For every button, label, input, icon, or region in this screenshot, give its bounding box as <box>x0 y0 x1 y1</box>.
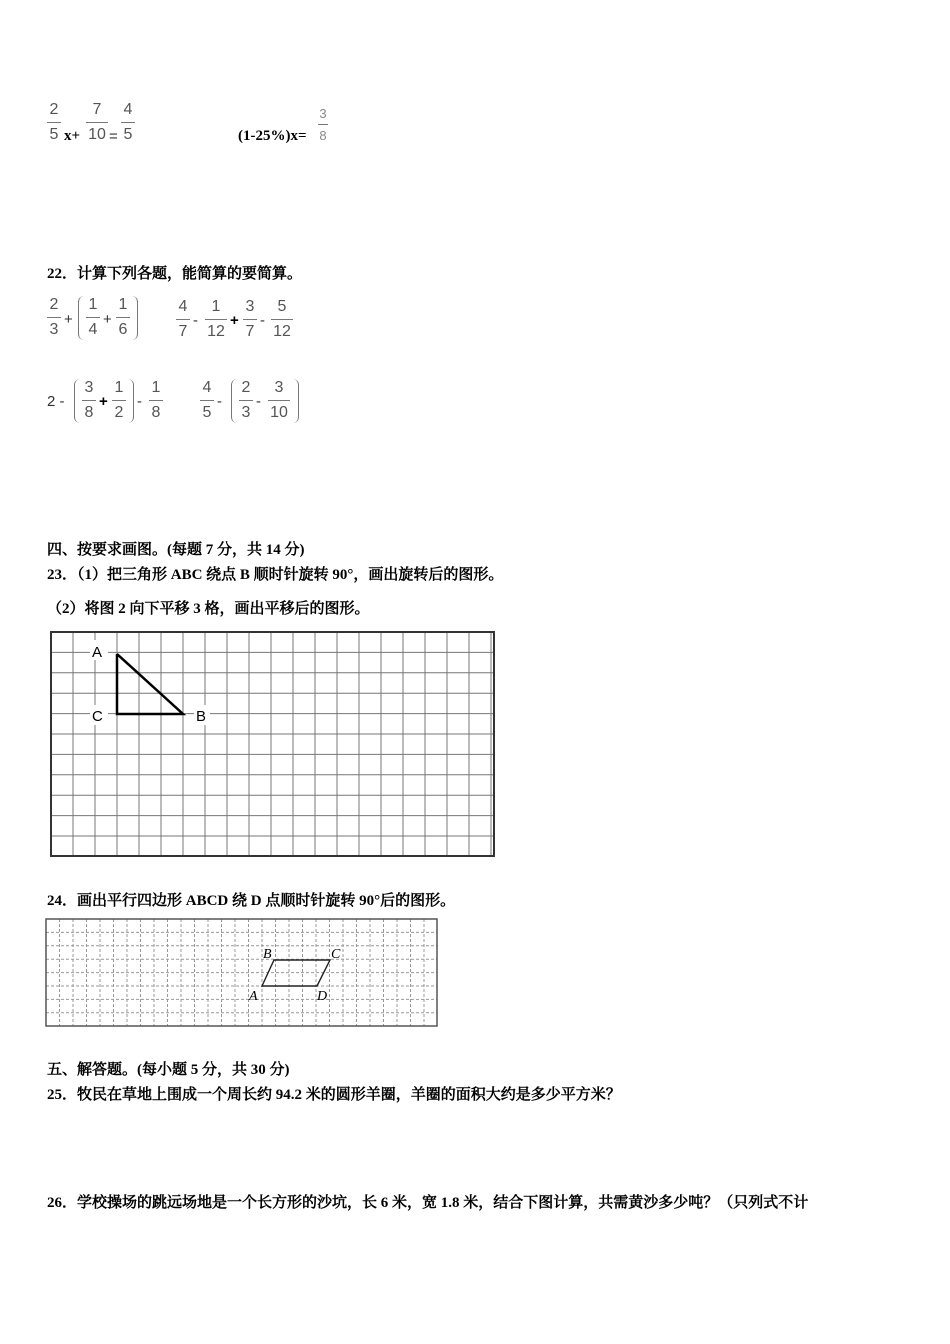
denominator: 8 <box>84 404 94 421</box>
q22-e3-c <box>149 379 163 422</box>
section4-heading: 四、按要求画图。(每题 7 分，共 14 分) <box>47 542 305 558</box>
q22-e3-lead: 2 - <box>47 393 65 410</box>
q22-e2-op1: - <box>193 312 198 329</box>
numerator: 3 <box>274 379 284 396</box>
numerator: 3 <box>245 298 255 315</box>
numerator: 1 <box>114 379 124 396</box>
q22-e1-b <box>86 296 100 339</box>
denominator: 6 <box>118 321 128 338</box>
numerator: 4 <box>202 379 212 396</box>
denominator: 3 <box>241 404 251 421</box>
denominator: 7 <box>178 323 188 340</box>
numerator: 5 <box>277 298 287 315</box>
q22-e2-a <box>176 298 190 341</box>
denominator: 4 <box>88 321 98 338</box>
denominator: 5 <box>123 126 133 143</box>
numerator: 1 <box>118 296 128 313</box>
denominator: 10 <box>270 404 288 421</box>
denominator: 12 <box>207 323 225 340</box>
q22-e2-c <box>243 298 257 341</box>
q22-e2-op3: - <box>260 312 265 329</box>
numerator: 2 <box>49 296 59 313</box>
triangle-abc <box>117 654 183 714</box>
q22-e3-a <box>82 379 96 422</box>
denominator: 10 <box>88 126 106 143</box>
q22-e1-a <box>47 296 61 339</box>
eq2-text: (1-25%)x= <box>238 128 307 144</box>
q22-e4-op2: - <box>256 393 261 410</box>
q22-e4-op1: - <box>217 393 222 410</box>
q22-e2-b <box>205 298 227 341</box>
q22-title: 22．计算下列各题，能简算的要简算。 <box>47 266 303 282</box>
numerator: 3 <box>84 379 94 396</box>
numerator: 7 <box>92 101 102 118</box>
denominator: 8 <box>151 404 161 421</box>
numerator: 4 <box>123 101 133 118</box>
numerator: 3 <box>319 106 327 121</box>
q23-part1: 23．（1）把三角形 ABC 绕点 B 顺时针旋转 90°，画出旋转后的图形。 <box>47 567 504 583</box>
numerator: 2 <box>49 101 59 118</box>
q22-e4-c <box>268 379 290 422</box>
label-c: C <box>92 708 103 725</box>
numerator: 4 <box>178 298 188 315</box>
q22-e3-b <box>112 379 126 422</box>
numerator: 1 <box>151 379 161 396</box>
q22-e3-op1: + <box>99 393 108 410</box>
denominator: 3 <box>49 321 59 338</box>
q22-e1-op1: + <box>64 311 73 328</box>
eq1-fraction-1 <box>47 101 61 144</box>
eq1-fraction-3 <box>121 101 135 144</box>
denominator: 5 <box>202 404 212 421</box>
q24-text: 24．画出平行四边形 ABCD 绕 D 点顺时针旋转 90°后的图形。 <box>47 893 456 909</box>
denominator: 5 <box>49 126 59 143</box>
q22-e4-a <box>200 379 214 422</box>
denominator: 12 <box>273 323 291 340</box>
q22-e1-op2: + <box>103 311 112 328</box>
section5-heading: 五、解答题。(每小题 5 分，共 30 分) <box>47 1062 290 1078</box>
grid-2-figure <box>45 918 439 1028</box>
denominator: 8 <box>319 128 327 143</box>
label-a: A <box>249 989 258 1004</box>
q22-e2-d <box>271 298 293 341</box>
label-b: B <box>263 947 272 962</box>
label-a: A <box>92 644 103 661</box>
eq1-fraction-2 <box>86 101 108 144</box>
label-b: B <box>196 708 207 725</box>
eq2-fraction <box>318 106 328 143</box>
q25-text: 25．牧民在草地上围成一个周长约 94.2 米的圆形羊圈，羊圈的面积大约是多少平方米？ <box>47 1087 621 1103</box>
q22-e1-c <box>116 296 130 339</box>
denominator: 2 <box>114 404 124 421</box>
q23-part2: （2）将图 2 向下平移 3 格，画出平移后的图形。 <box>47 601 370 617</box>
numerator: 2 <box>241 379 251 396</box>
q26-text: 26．学校操场的跳远场地是一个长方形的沙坑，长 6 米，宽 1.8 米，结合下图计算，共需黄沙多少吨？（只列式不计 <box>47 1195 809 1211</box>
grid-1-figure <box>50 630 496 858</box>
q22-e3-op2: - <box>137 393 142 410</box>
numerator: 1 <box>211 298 221 315</box>
q22-e4-b <box>239 379 253 422</box>
label-c: C <box>331 947 341 962</box>
label-d: D <box>317 989 328 1004</box>
denominator: 7 <box>245 323 255 340</box>
eq1-equals: = <box>109 128 118 145</box>
numerator: 1 <box>88 296 98 313</box>
q22-e2-op2: + <box>230 312 239 329</box>
eq1-x-plus: x+ <box>64 128 81 144</box>
